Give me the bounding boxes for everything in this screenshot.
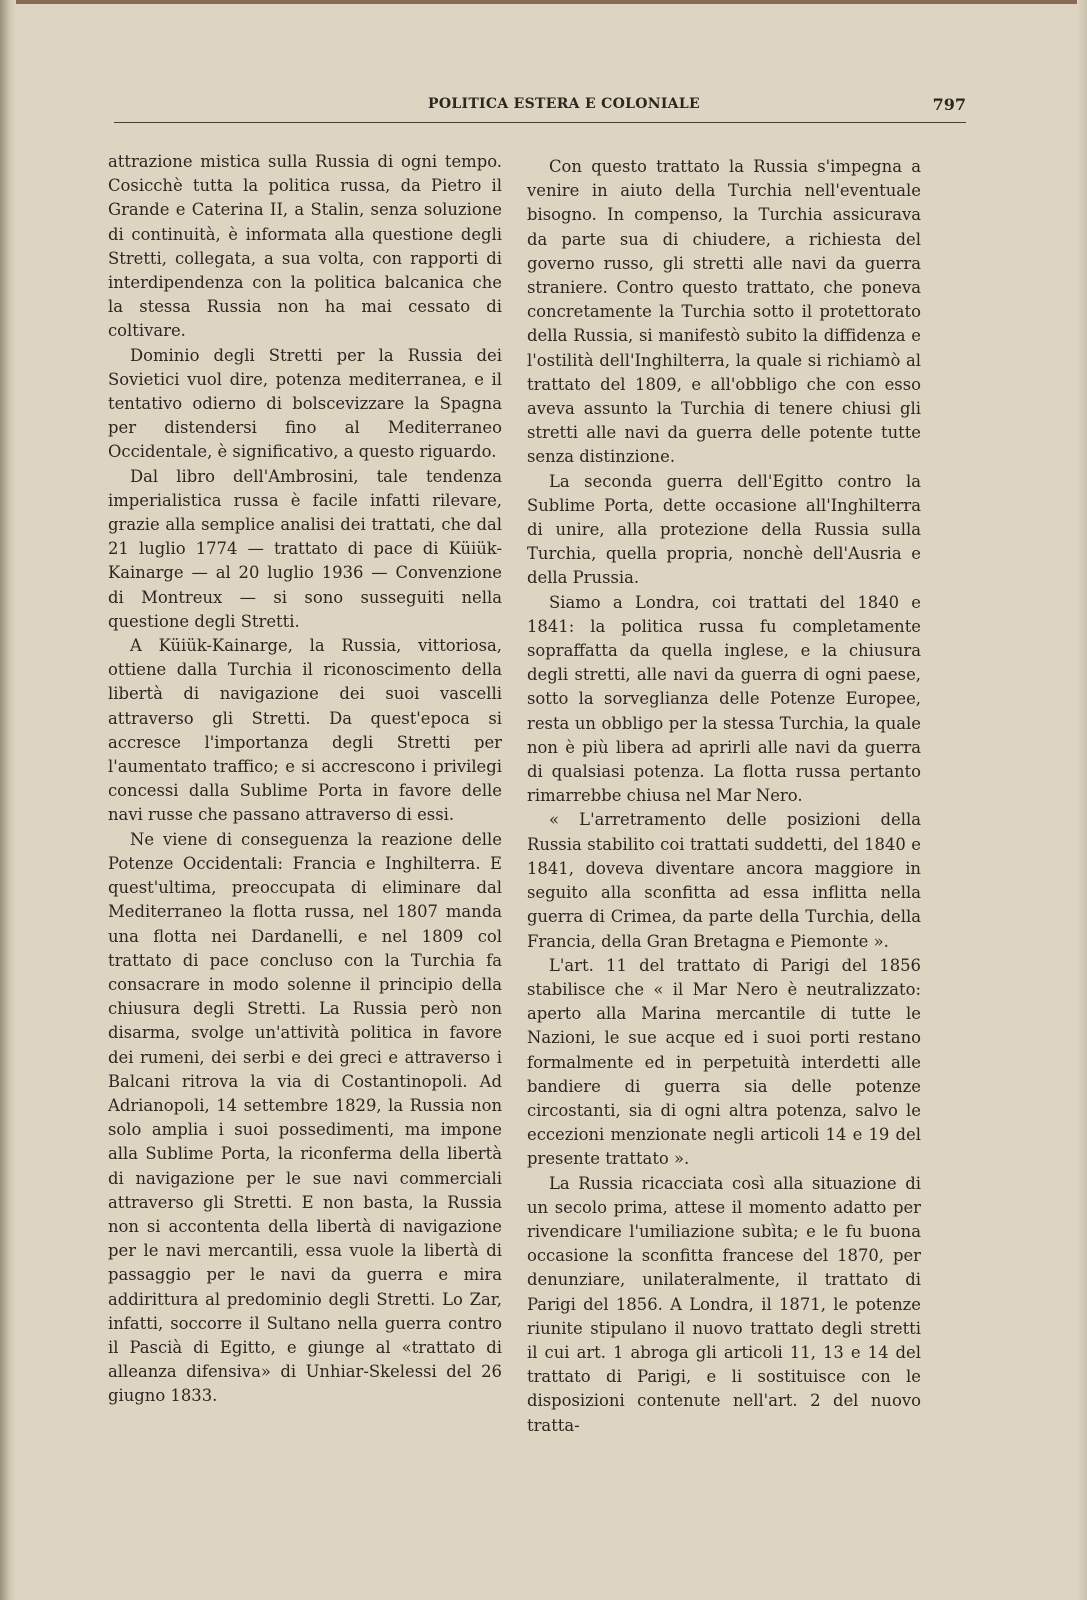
paragraph: La seconda guerra dell'Egitto contro la Sublime Porta, dette occasione all'Inghilterra di unire, alla protezione della Russia sulla Turchia, quella propria, nonchè dell'Ausria e della Prussia.	[527, 471, 921, 588]
page-binding-edge	[0, 0, 16, 1600]
paragraph: Dal libro dell'Ambrosini, tale tendenza imperialistica russa è facile infatti rilevare, grazie alla semplice analisi dei trattati, che dal 21 luglio 1774 — trattato di pace di Küiük-Kainarge — al 20 luglio 1936 — Convenzione di Montreux — si sono susseguiti nella questione degli Stretti.	[108, 466, 502, 631]
running-title: POLITICA ESTERA E COLONIALE	[428, 96, 700, 112]
page-header	[114, 96, 966, 120]
paragraph: L'art. 11 del trattato di Parigi del 1856 stabilisce che « il Mar Nero è neutralizzato: aperto alla Marina mercantile di tutte le Nazioni, le sue acque ed i suoi porti restano formalmente ed in perpetuità interdetti alle bandiere di guerra sia delle potenze circostanti, sia di ogni altra potenza, salvo le eccezioni menzionate negli articoli 14 e 19 del presente trattato ».	[527, 955, 921, 1169]
paragraph: Dominio degli Stretti per la Russia dei Sovietici vuol dire, potenza mediterranea, e il tentativo odierno di bolscevizzare la Spagna per distendersi fino al Mediterraneo Occidentale, è significativo, a questo riguardo.	[108, 345, 502, 462]
paragraph: « L'arretramento delle posizioni della Russia stabilito coi trattati suddetti, del 1840 e 1841, doveva diventare ancora maggiore in seguito alla sconfitta ad essa inflitta nella guerra di Crimea, da parte della Turchia, della Francia, della Gran Bretagna e Piemonte ».	[527, 810, 921, 951]
page-number: 797	[932, 95, 966, 114]
paragraph: La Russia ricacciata così alla situazione di un secolo prima, attese il momento adatto per rivendicare l'umiliazione subìta; e le fu buona occasione la sconfitta francese del 1870, per denunziare, unilateralmente, il trattato di Parigi del 1856. A Londra, il 1871, le potenze riunite stipulano il nuovo trattato degli stretti il cui art. 1 abroga gli articoli 11, 13 e 14 del trattato di Parigi, e li sostituisce con le disposizioni contenute nell'art. 2 del nuovo tratta-	[527, 1173, 921, 1435]
paragraph: A Küiük-Kainarge, la Russia, vittoriosa, ottiene dalla Turchia il riconoscimento della libertà di navigazione dei suoi vascelli attraverso gli Stretti. Da quest'epoca si accresce l'importanza degli Stretti per l'aumentato traffico; e si accrescono i privilegi concessi dalla Sublime Porta in favore delle navi russe che passano attraverso di essi.	[108, 636, 502, 825]
page-top-edge	[0, 0, 1087, 4]
paragraph: Siamo a Londra, coi trattati del 1840 e 1841: la politica russa fu completamente sopraffatta da quella inglese, e la chiusura degli stretti, alle navi da guerra di ogni paese, sotto la sorveglianza delle Potenze Europee, resta un obbligo per la stessa Turchia, la quale non è più libera ad aprirli alle navi da guerra di qualsiasi potenza. La flotta russa pertanto rimarrebbe chiusa nel Mar Nero.	[527, 592, 921, 806]
header-rule	[114, 122, 966, 123]
left-column	[108, 150, 502, 1430]
paragraph: Con questo trattato la Russia s'impegna a venire in aiuto della Turchia nell'eventuale bisogno. In compenso, la Turchia assicurava da parte sua di chiudere, a richiesta del governo russo, gli stretti alle navi da guerra straniere. Contro questo trattato, che poneva concretamente la Turchia sotto il protettorato della Russia, si manifestò subito la diffidenza e l'ostilità dell'Inghilterra, la quale si richiamò al trattato del 1809, e all'obbligo che con esso aveva assunto la Turchia di tenere chiusi gli stretti alle navi da guerra delle potente tutte senza distinzione.	[527, 157, 921, 467]
paragraph: attrazione mistica sulla Russia di ogni tempo. Cosicchè tutta la politica russa, da Pietro il Grande e Caterina II, a Stalin, senza soluzione di continuità, è informata alla questione degli Stretti, collegata, a sua volta, con rapporti di interdipendenza con la politica balcanica che la stessa Russia non ha mai cessato di coltivare.	[108, 152, 502, 341]
right-column	[527, 155, 921, 1435]
page-right-edge	[1077, 0, 1087, 1600]
paragraph: Ne viene di conseguenza la reazione delle Potenze Occidentali: Francia e Inghilterra. E quest'ultima, preoccupata di eliminare dal Mediterraneo la flotta russa, nel 1807 manda una flotta nei Dardanelli, e nel 1809 col trattato di pace concluso con la Turchia fa consacrare in modo solenne il principio della chiusura degli Stretti. La Russia però non disarma, svolge un'attività politica in favore dei rumeni, dei serbi e dei greci e attraverso i Balcani ritrova la via di Costantinopoli. Ad Adrianopoli, 14 settembre 1829, la Russia non solo amplia i suoi possedimenti, ma impone alla Sublime Porta, la riconferma della libertà di navigazione per le sue navi commerciali attraverso gli Stretti. E non basta, la Russia non si accontenta della libertà di navigazione per le navi mercantili, essa vuole la libertà di passaggio per le navi da guerra e mira addirittura al predominio degli Stretti. Lo Zar, infatti, soccorre il Sultano nella guerra contro il Pascià di Egitto, e giunge al «trattato di alleanza difensiva» di Unhiar-Skelessi del 26 giugno 1833.	[108, 829, 502, 1406]
